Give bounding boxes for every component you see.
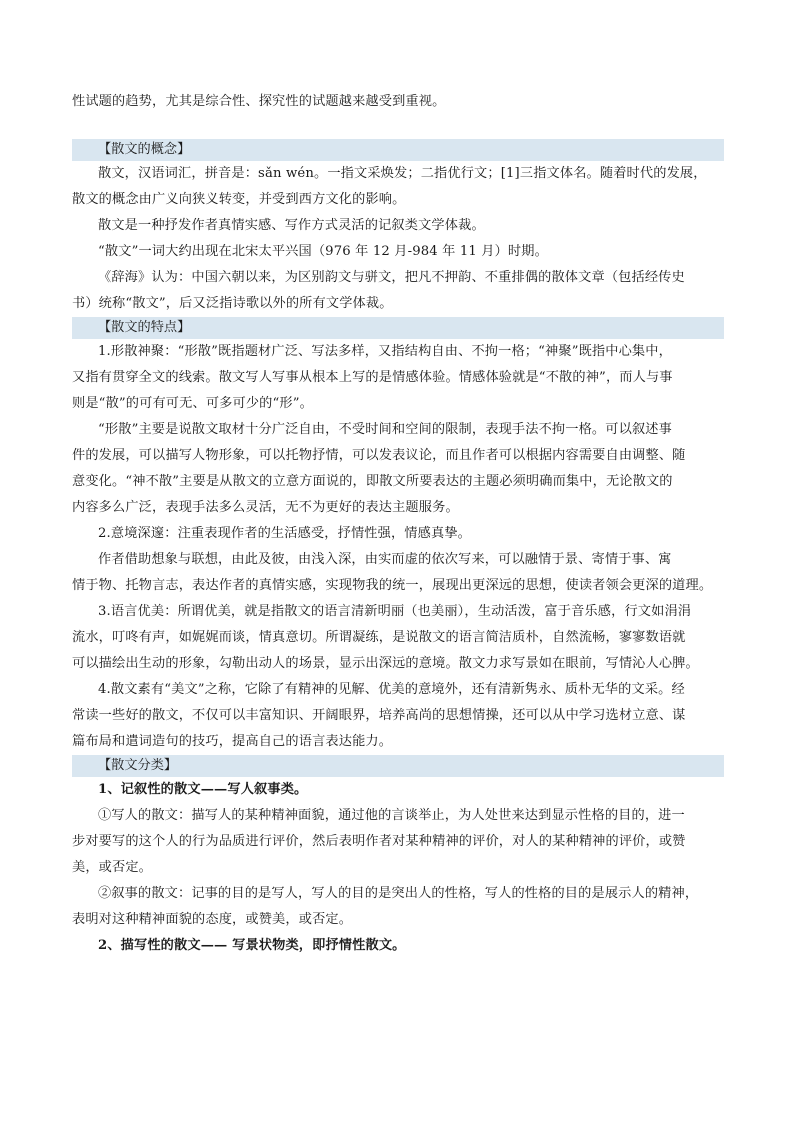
- feature-2b-line-1: 作者借助想象与联想，由此及彼，由浅入深，由实而虚的依次写来，可以融情于景、寄情于事、寓: [98, 552, 672, 567]
- section-heading-classification-text: 【散文分类】: [98, 758, 178, 773]
- feature-1-line-1: 1.形散神聚：“形散”既指题材广泛、写法多样，又指结构自由、不拘一格；“神聚”既指中心集中，: [98, 344, 672, 359]
- classification-1a-line-1: ①写人的散文：描写人的某种精神面貌，通过他的言谈举止，为人处世来达到显示性格的目的，进一: [98, 808, 685, 823]
- feature-1-line-3: 则是“散”的可有可无、可多可少的“形”。: [72, 396, 313, 411]
- feature-3-line-2: 流水，叮咚有声，如娓娓而谈，情真意切。所谓凝练，是说散文的语言简洁质朴，自然流畅，寥寥数语就: [72, 630, 686, 645]
- feature-3-line-3: 可以描绘出生动的形象，勾勒出动人的场景，显示出深远的意境。散文力求写景如在眼前，写情沁人心脾。: [72, 656, 699, 671]
- concept-paragraph-1-line-2: 散文的概念由广义向狭义转变，并受到西方文化的影响。: [72, 192, 406, 207]
- document-page: [72, 0, 724, 959]
- classification-1-title: 1、记叙性的散文——写人叙事类。: [98, 782, 308, 797]
- section-heading-features: [72, 317, 724, 339]
- feature-1b-line-2: 件的发展，可以描写人物形象，可以托物抒情，可以发表议论，而且作者可以根据内容需要自由调整、随: [72, 448, 686, 463]
- intro-line: 性试题的趋势，尤其是综合性、探究性的试题越来越受到重视。: [72, 94, 446, 109]
- feature-2b-line-2: 情于物、托物言志，表达作者的真情实感，实现物我的统一，展现出更深远的思想，使读者领会更深的道理。: [72, 578, 713, 593]
- section-heading-features-text: 【散文的特点】: [98, 320, 191, 335]
- classification-2-title: 2、描写性的散文—— 写景状物类，即抒情性散文。: [98, 938, 406, 953]
- section-heading-concept: [72, 139, 724, 161]
- concept-paragraph-1-line-1: 散文，汉语词汇，拼音是：sǎn wén。一指文采焕发；二指优行文；[1]三指文体名。随着时代的发展，: [98, 166, 707, 181]
- feature-1b-line-1: “形散”主要是说散文取材十分广泛自由，不受时间和空间的限制，表现手法不拘一格。可以叙述事: [98, 422, 672, 437]
- feature-2: 2.意境深邃：注重表现作者的生活感受，抒情性强，情感真挚。: [98, 526, 471, 541]
- feature-1b-line-4: 内容多么广泛，表现手法多么灵活，无不为更好的表达主题服务。: [72, 500, 459, 515]
- feature-4-line-1: 4.散文素有“美文”之称，它除了有精神的见解、优美的意境外，还有清新隽永、质朴无华的文采。经: [98, 682, 685, 697]
- feature-4-line-2: 常读一些好的散文，不仅可以丰富知识、开阔眼界，培养高尚的思想情操，还可以从中学习选材立意、谋: [72, 708, 686, 723]
- feature-1b-line-3: 意变化。“神不散”主要是从散文的立意方面说的，即散文所要表达的主题必须明确而集中，无论散文的: [72, 474, 673, 489]
- concept-paragraph-4-line-1: 《辞海》认为：中国六朝以来，为区别韵文与骈文，把凡不押韵、不重排偶的散体文章（包括经传史: [98, 270, 685, 285]
- concept-paragraph-3: “散文”一词大约出现在北宋太平兴国（976 年 12 月-984 年 11 月）时期。: [98, 244, 548, 259]
- section-heading-classification: [72, 755, 724, 777]
- classification-1a-line-2: 步对要写的这个人的行为品质进行评价，然后表明作者对某种精神的评价，对人的某种精神的评价，或赞: [72, 834, 686, 849]
- feature-4-line-3: 篇布局和遣词造句的技巧，提高自己的语言表达能力。: [72, 734, 393, 749]
- feature-1-line-2: 又指有贯穿全文的线索。散文写人写事从根本上写的是情感体验。情感体验就是“不散的神”，而人与事: [72, 370, 673, 385]
- concept-paragraph-2: 散文是一种抒发作者真情实感、写作方式灵活的记叙类文学体裁。: [98, 218, 485, 233]
- classification-1b-line-2: 表明对这种精神面貌的态度，或赞美，或否定。: [72, 912, 353, 927]
- classification-1b-line-1: ②叙事的散文：记事的目的是写人，写人的目的是突出人的性格，写人的性格的目的是展示人的精神，: [98, 886, 699, 901]
- classification-1a-line-3: 美，或否定。: [72, 860, 153, 875]
- feature-3-line-1: 3.语言优美：所谓优美，就是指散文的语言清新明丽（也美丽），生动活泼，富于音乐感，行文如涓涓: [98, 604, 692, 619]
- section-heading-concept-text: 【散文的概念】: [98, 142, 191, 157]
- concept-paragraph-4-line-2: 书）统称“散文”，后又泛指诗歌以外的所有文学体裁。: [72, 296, 393, 311]
